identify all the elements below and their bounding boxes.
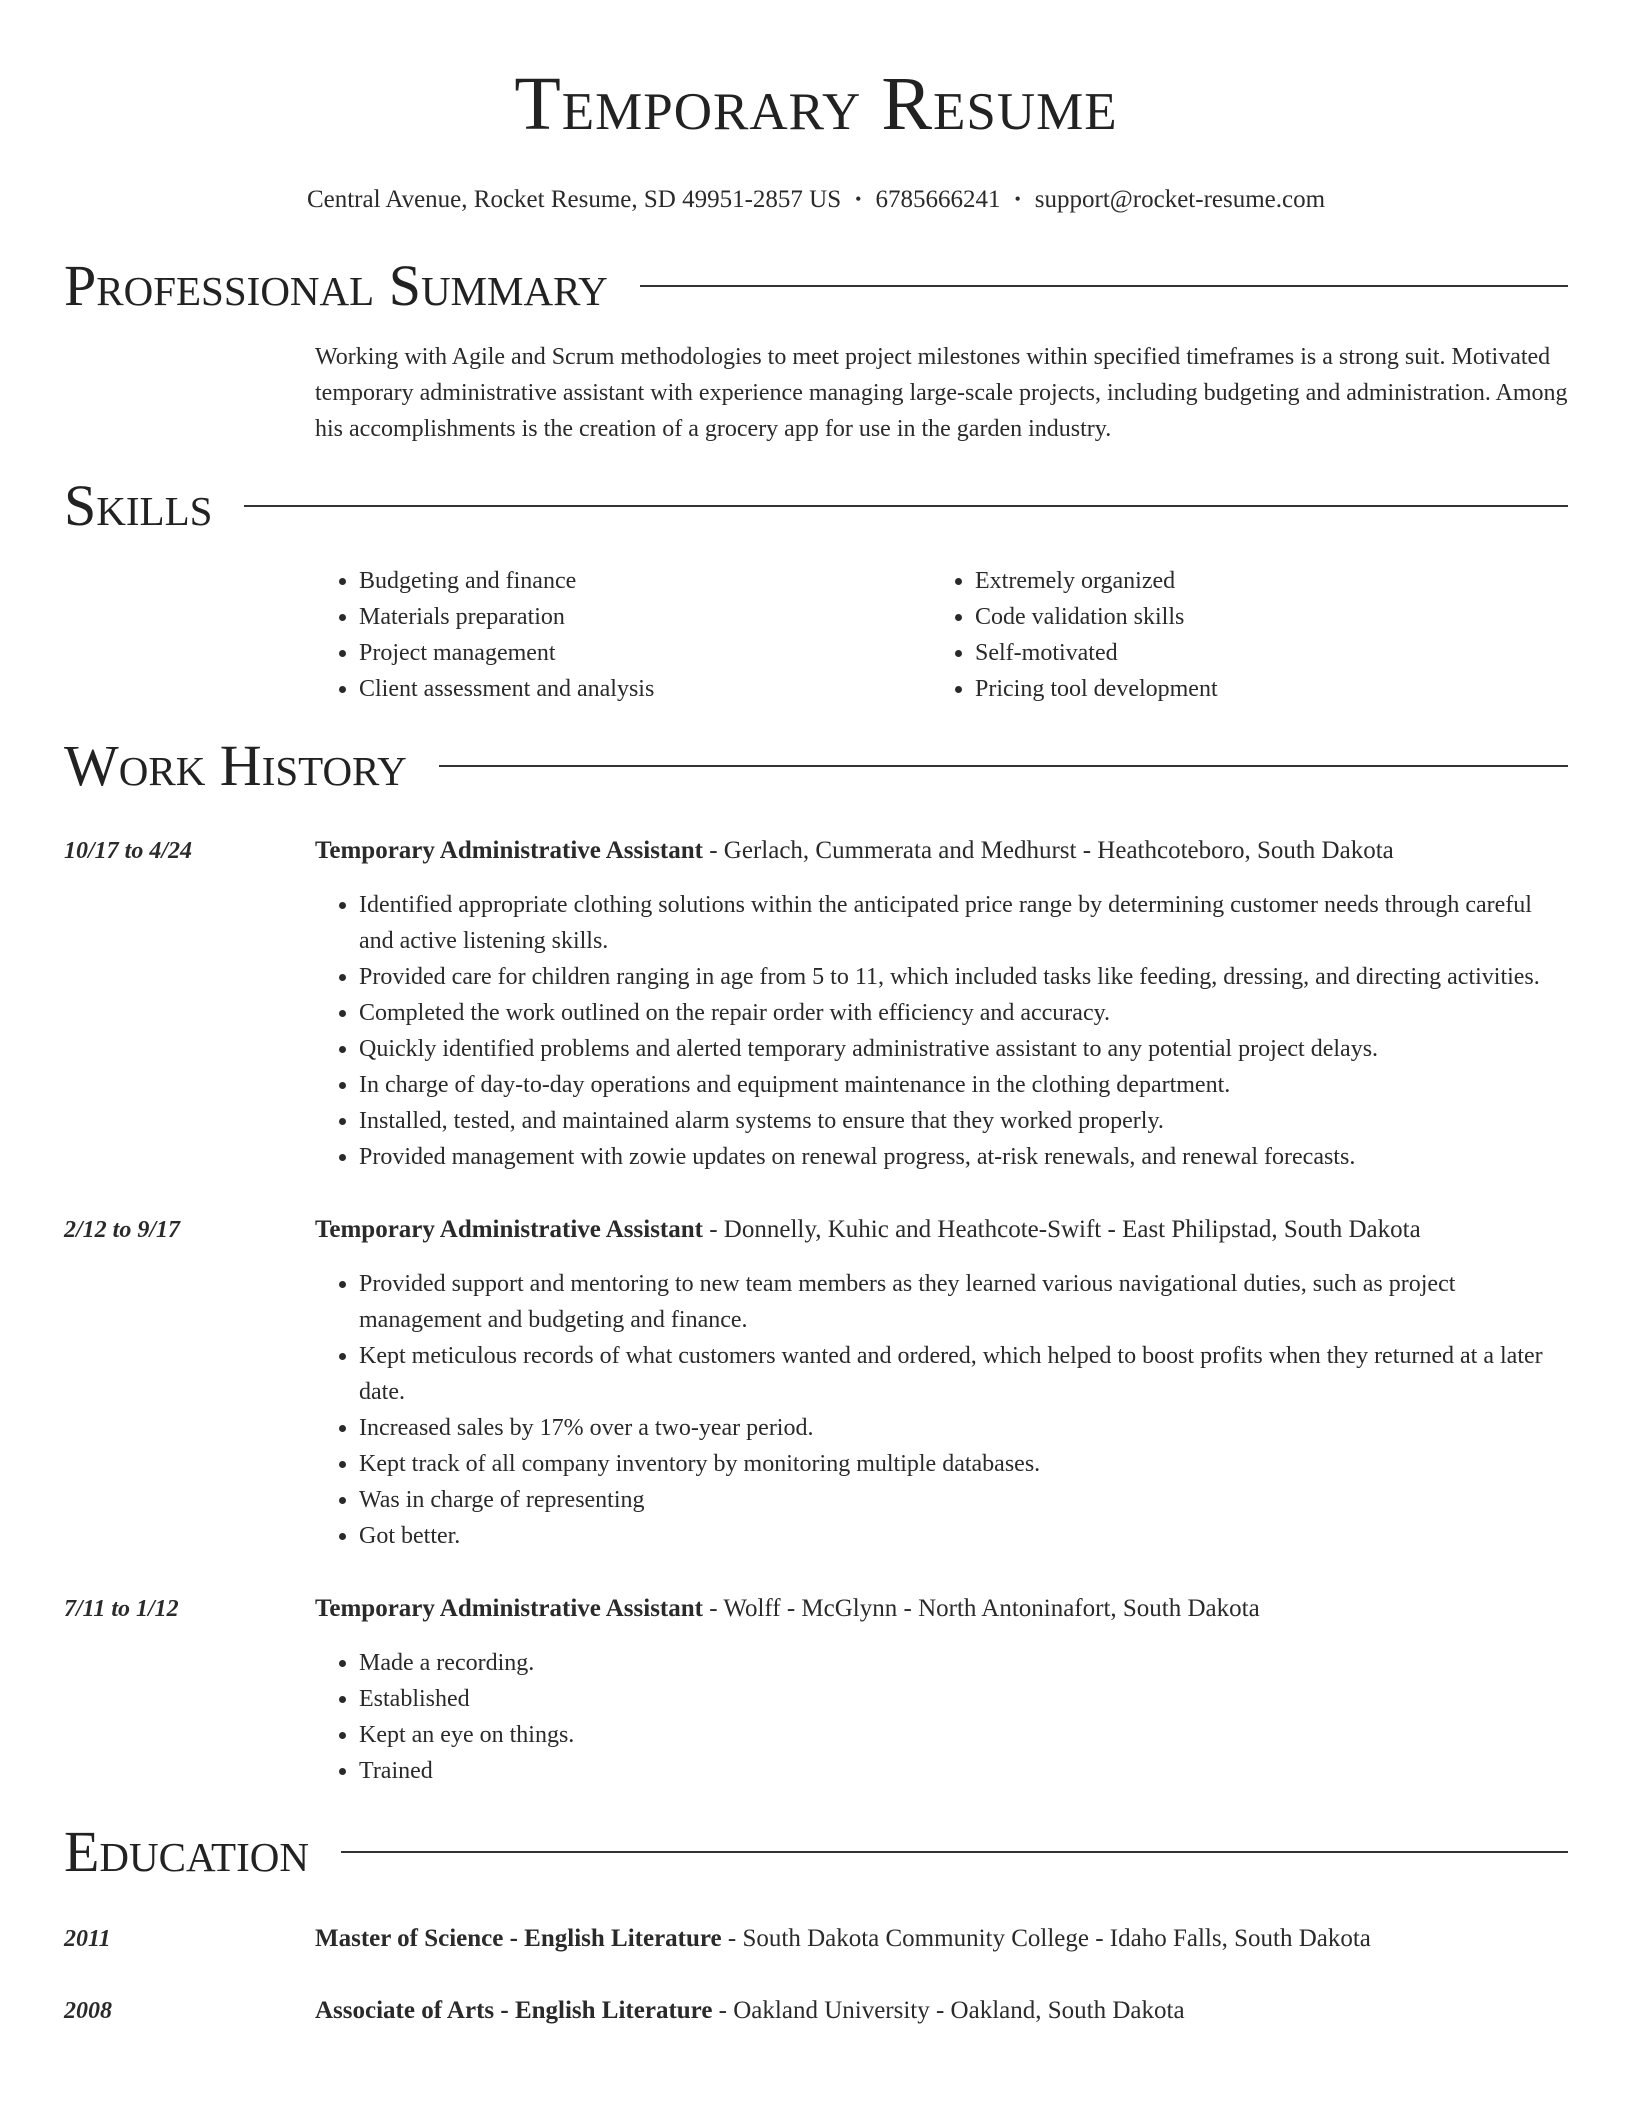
job-employer: - Gerlach, Cummerata and Medhurst - Heathcoteboro, South Dakota — [702, 837, 1394, 864]
school-details: - South Dakota Community College - Idaho Falls, South Dakota — [721, 1925, 1371, 1952]
list-item: • Was in charge of representing — [359, 1482, 1568, 1518]
skills-title: Skills — [64, 473, 213, 538]
list-item: • Installed, tested, and maintained alarm systems to ensure that they worked properly. — [359, 1103, 1568, 1139]
list-item: • Kept track of all company inventory by monitoring multiple databases. — [359, 1446, 1568, 1482]
list-item: • Completed the work outlined on the repair order with efficiency and accuracy. — [359, 995, 1568, 1031]
work-section-header — [64, 735, 1568, 797]
work-heading — [315, 1591, 1568, 1627]
list-item: • Project management — [359, 635, 931, 671]
work-heading — [315, 1212, 1568, 1248]
education-detail — [315, 1993, 1568, 2029]
list-item: • Provided support and mentoring to new team members as they learned various navigational duties, such as project management and budgeting and finance. — [359, 1266, 1568, 1338]
list-item: • Kept meticulous records of what customers wanted and ordered, which helped to boost profits when they returned at a later date. — [359, 1338, 1568, 1410]
job-title: Temporary Administrative Assistant — [315, 1595, 703, 1622]
list-item: • Code validation skills — [975, 599, 1547, 635]
list-item: • Quickly identified problems and alerted temporary administrative assistant to any potential project delays. — [359, 1031, 1568, 1067]
section-divider — [341, 1851, 1568, 1853]
education-heading — [315, 1921, 1568, 1957]
summary-section-header — [64, 255, 1568, 317]
list-item: • Materials preparation — [359, 599, 931, 635]
work-history-list — [64, 833, 1568, 1789]
skills-column-right — [931, 563, 1547, 707]
work-entry — [64, 1591, 1568, 1789]
education-entry — [64, 1921, 1568, 1957]
work-detail — [315, 1212, 1568, 1554]
job-employer: - Wolff - McGlynn - North Antoninafort, South Dakota — [702, 1595, 1260, 1622]
section-divider — [244, 505, 1568, 507]
work-dates: 7/11 to 1/12 — [64, 1596, 179, 1622]
list-item: • Self-motivated — [975, 635, 1547, 671]
section-divider — [439, 765, 1568, 767]
education-year: 2011 — [64, 1926, 111, 1952]
summary-title: Professional Summary — [64, 253, 608, 318]
list-item: • Provided management with zowie updates on renewal progress, at-risk renewals, and renewal forecasts. — [359, 1139, 1568, 1175]
work-entry — [64, 833, 1568, 1175]
education-section-header — [64, 1821, 1568, 1883]
education-entry — [64, 1993, 1568, 2029]
education-detail — [315, 1921, 1568, 1957]
skills-section-header — [64, 475, 1568, 537]
contact-separator: • — [1014, 189, 1021, 209]
education-list — [64, 1921, 1568, 2029]
list-item: • Extremely organized — [975, 563, 1547, 599]
work-bullets — [315, 1266, 1568, 1554]
list-item: • Kept an eye on things. — [359, 1717, 1568, 1753]
list-item: • Budgeting and finance — [359, 563, 931, 599]
resume-name: Temporary Resume — [514, 62, 1118, 146]
list-item: • Got better. — [359, 1518, 1568, 1554]
work-dates: 10/17 to 4/24 — [64, 838, 193, 864]
skills-list — [315, 563, 1568, 707]
education-heading — [315, 1993, 1568, 2029]
work-detail — [315, 833, 1568, 1175]
work-title: Work History — [64, 733, 407, 798]
list-item: • Trained — [359, 1753, 1568, 1789]
work-dates: 2/12 to 9/17 — [64, 1217, 181, 1243]
contact-line — [64, 182, 1568, 217]
contact-email: support@rocket-resume.com — [1034, 186, 1326, 213]
list-item: • Established — [359, 1681, 1568, 1717]
work-bullets — [315, 1645, 1568, 1789]
list-item: • Identified appropriate clothing solutions within the anticipated price range by determining customer needs through careful and active listening skills. — [359, 887, 1568, 959]
contact-address: Central Avenue, Rocket Resume, SD 49951-2857 US — [306, 186, 842, 213]
list-item: • Increased sales by 17% over a two-year period. — [359, 1410, 1568, 1446]
summary-text: Working with Agile and Scrum methodologies to meet project milestones within specified timeframes is a strong suit. Motivated temporary administrative assistant with experience managing large-scale projects, including budgeting and administration. Among his accomplishments is the creation of a grocery app for use in the garden industry. — [315, 344, 1568, 442]
school-details: - Oakland University - Oakland, South Dakota — [712, 1997, 1185, 2024]
job-title: Temporary Administrative Assistant — [315, 837, 703, 864]
work-heading — [315, 833, 1568, 869]
list-item: • Pricing tool development — [975, 671, 1547, 707]
work-entry — [64, 1212, 1568, 1554]
degree-name: Associate of Arts - English Literature — [315, 1997, 713, 2024]
job-employer: - Donnelly, Kuhic and Heathcote-Swift - East Philipstad, South Dakota — [702, 1216, 1421, 1243]
list-item: • Provided care for children ranging in age from 5 to 11, which included tasks like feeding, dressing, and directing activities. — [359, 959, 1568, 995]
contact-separator: • — [855, 189, 862, 209]
work-detail — [315, 1591, 1568, 1789]
work-bullets — [315, 887, 1568, 1175]
contact-phone: 6785666241 — [875, 186, 1001, 213]
job-title: Temporary Administrative Assistant — [315, 1216, 703, 1243]
list-item: • Made a recording. — [359, 1645, 1568, 1681]
education-title: Education — [64, 1819, 309, 1884]
section-divider — [640, 285, 1568, 287]
degree-name: Master of Science - English Literature — [315, 1925, 722, 1952]
list-item: • Client assessment and analysis — [359, 671, 931, 707]
list-item: • In charge of day-to-day operations and equipment maintenance in the clothing department. — [359, 1067, 1568, 1103]
education-year: 2008 — [64, 1998, 112, 2024]
skills-column-left — [315, 563, 931, 707]
